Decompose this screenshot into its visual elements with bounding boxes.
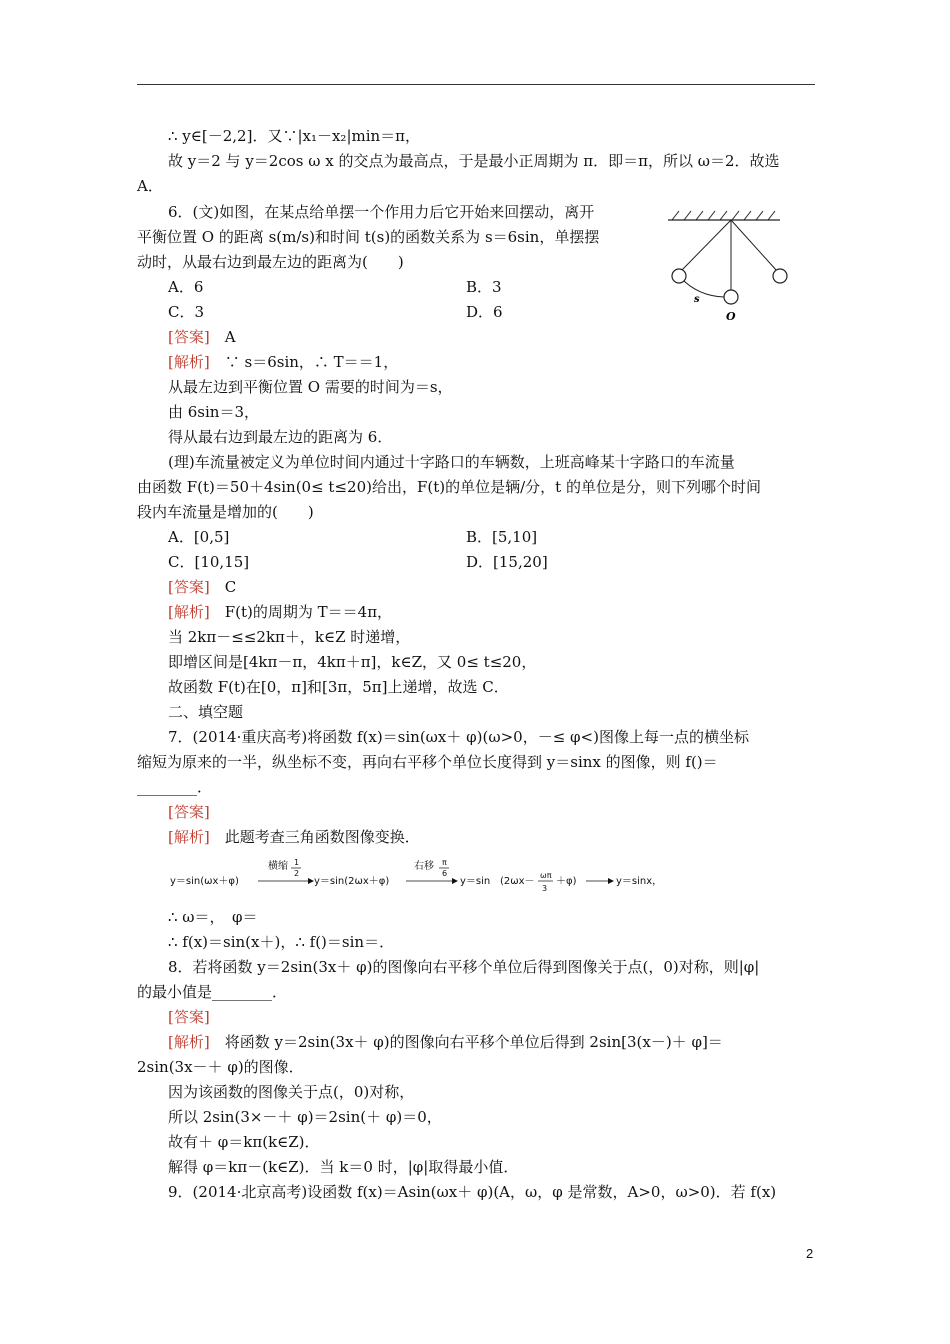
step1-den: 2 [294,869,300,878]
pendulum-figure [664,208,794,323]
text-line: 所以 2sin(3×－＋ φ)＝2sin(＋ φ)＝0， [168,1108,442,1126]
text-line: ∴ y∈[－2,2]．又∵|x₁－x₂|min＝π， [168,127,421,145]
analysis-tag: [解析] [168,603,210,621]
analysis-text: F(t)的周期为 T＝＝4π， [224,603,393,621]
text-line: 得从最右边到最左边的距离为 6． [168,428,393,446]
text-line: (理)车流量被定义为单位时间内通过十字路口的车辆数，上班高峰某十字路口的车流量 [168,453,735,471]
answer-line [168,1007,846,1027]
third-num: ωπ [540,871,552,880]
text-line: 故 y＝2 与 y＝2cos ω x 的交点为最高点，于是最小正周期为 π．即＝π，所以 ω＝2．故选 [168,152,780,170]
transform-third-prefix: y＝sin [460,876,491,887]
answer-value: C [224,578,237,596]
text-line: 的最小值是________． [137,983,288,1001]
option-d: D．6 [466,303,503,321]
text-line: 7．(2014·重庆高考)将函数 f(x)＝sin(ωx＋ φ)(ω>0，－≤ φ<)图像上每一点的横坐标 [168,728,749,746]
text-line: 由 6sin＝3， [168,403,260,421]
text-line: A． [137,177,163,195]
transform-mid: y＝sin(2ωx＋φ) [314,876,390,887]
text-line: 段内车流量是增加的( ) [137,503,314,521]
answer-line [168,802,846,822]
section-heading: 二、填空题 [168,703,244,721]
text-line: 动时，从最右边到最左边的距离为( ) [137,253,404,271]
answer-tag: [答案] [168,328,210,346]
page-number: 2 [806,1246,814,1261]
analysis-text: 将函数 y＝2sin(3x＋ φ)的图像向右平移个单位后得到 2sin[3(x－)＋ φ]＝ [224,1033,723,1051]
answer-line [168,327,846,347]
option-d: D．[15,20] [466,553,548,571]
analysis-line [168,352,846,372]
text-line: 由函数 F(t)＝50＋4sin(0≤ t≤20)给出，F(t)的单位是辆/分，t 的单位是分，则下列哪个时间 [137,478,761,496]
analysis-tag: [解析] [168,353,210,371]
transform-start: y＝sin(ωx＋φ) [170,876,239,887]
third-den: 3 [542,884,548,893]
text-line: 缩短为原来的一半，纵坐标不变，再向右平移个单位长度得到 y＝sinx 的图像，则 f()＝ [137,753,718,771]
text-line: 6．(文)如图，在某点给单摆一个作用力后它开始来回摆动，离开 [168,203,595,221]
analysis-tag: [解析] [168,1033,210,1051]
text-line: 平衡位置 O 的距离 s(m/s)和时间 t(s)的函数关系为 s＝6sin，单摆摆 [137,228,600,246]
step1-num: 1 [294,858,300,867]
transform-third-b: ＋φ) [556,876,577,887]
option-b: B．[5,10] [466,528,538,546]
option-b: B．3 [466,278,502,296]
analysis-tag: [解析] [168,828,210,846]
analysis-text: 此题考查三角函数图像变换． [224,828,420,846]
text-line: ∴ ω＝， φ＝ [168,908,258,926]
option-a: A．6 [168,278,204,296]
transform-end: y＝sinx， [616,876,663,887]
step2-num: π [442,858,447,867]
figure-label-s: s [694,294,700,305]
answer-tag: [答案] [168,578,210,596]
text-line: 9．(2014·北京高考)设函数 f(x)＝Asin(ωx＋ φ)(A，ω，φ 是常数，A>0，ω>0)．若 f(x) [168,1183,777,1201]
text-line: 因为该函数的图像关于点(，0)对称， [168,1083,415,1101]
answer-tag: [答案] [168,803,210,821]
option-c: C．3 [168,303,205,321]
text-line: ________． [137,778,213,796]
analysis-line [168,602,846,622]
answer-value: A [224,328,236,346]
text-line: 故有＋ φ＝kπ(k∈Z)． [168,1133,320,1151]
step1-label: 横缩 [268,861,288,872]
figure-label-o: O [726,310,736,323]
arrow-3-head [608,878,614,884]
header-rule [137,84,815,85]
text-line: 故函数 F(t)在[0，π]和[3π，5π]上递增，故选 C． [168,678,509,696]
transform-third-a: (2ωx－ [500,876,535,887]
answer-line [168,577,846,597]
step2-label: 右移 [414,861,434,872]
analysis-line [168,1032,846,1052]
text-line: 从最左边到平衡位置 O 需要的时间为＝s， [168,378,453,396]
text-line: 解得 φ＝kπ－(k∈Z)．当 k＝0 时，|φ|取得最小值． [168,1158,519,1176]
text-line: 当 2kπ－≤≤2kπ＋，k∈Z 时递增， [168,628,411,646]
option-a: A．[0,5] [168,528,230,546]
arrow-2-head [452,878,458,884]
answer-tag: [答案] [168,1008,210,1026]
transformation-diagram [170,856,670,896]
text-line: 8．若将函数 y＝2sin(3x＋ φ)的图像向右平移个单位后得到图像关于点(，0)对称，则|φ| [168,958,760,976]
analysis-text: ∵ s＝6sin，∴ T＝＝1， [224,353,399,371]
text-line: 2sin(3x－＋ φ)的图像． [137,1058,304,1076]
analysis-line [168,827,846,847]
option-c: C．[10,15] [168,553,250,571]
step2-den: 6 [442,869,448,878]
text-line: 即增区间是[4kπ－π，4kπ＋π]，k∈Z，又 0≤ t≤20， [168,653,537,671]
text-line: ∴ f(x)＝sin(x＋)，∴ f()＝sin＝． [168,933,395,951]
